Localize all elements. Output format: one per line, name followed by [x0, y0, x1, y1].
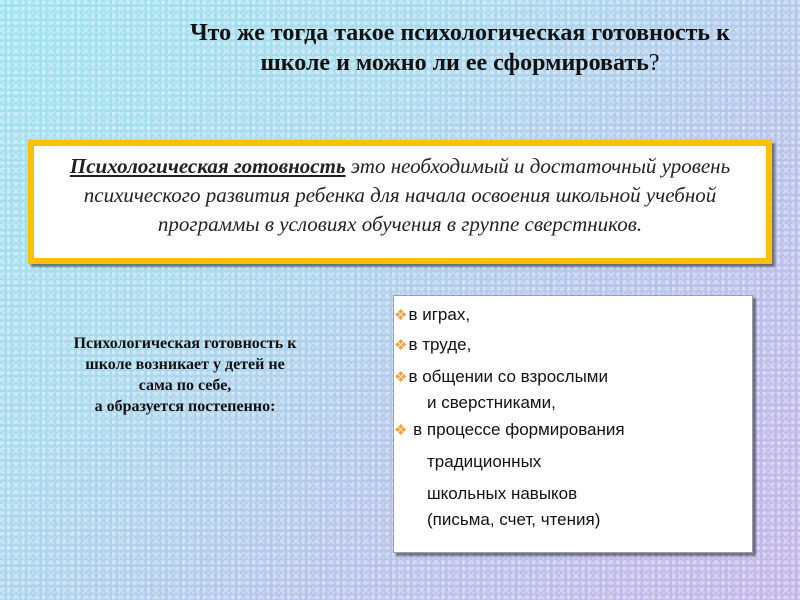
- activities-list-box: [393, 295, 753, 553]
- slide-title: [190, 18, 730, 78]
- list-item-label: в труде,: [408, 335, 472, 354]
- list-item-continuation: традиционных: [427, 452, 542, 471]
- definition-text: это необходимый и достаточный уровень психического развития ребенка для начала освоения школьной учебной программы в условиях обучения в группе сверстников.: [83, 154, 731, 236]
- development-note-line: а образуется постепенно:: [94, 398, 276, 415]
- list-item: [394, 305, 470, 325]
- list-item: [394, 420, 625, 440]
- diamond-bullet-icon: ❖: [394, 369, 408, 386]
- definition-term: Психологическая готовность: [69, 154, 346, 178]
- list-item: [394, 335, 471, 355]
- definition-box: [28, 140, 772, 264]
- list-item-label: в процессе формирования: [408, 420, 625, 439]
- development-note-line: сама по себе,: [138, 377, 232, 394]
- diamond-bullet-icon: ❖: [394, 422, 408, 439]
- list-item-label: в общении со взрослыми: [408, 367, 608, 386]
- development-note-line: школе возникает у детей не: [85, 356, 285, 373]
- list-item-continuation: и сверстниками,: [427, 393, 556, 412]
- development-note: [25, 333, 345, 417]
- list-item-continuation: школьных навыков: [427, 484, 578, 503]
- list-item-continuation: (письма, счет, чтения): [427, 510, 601, 529]
- diamond-bullet-icon: ❖: [394, 337, 408, 354]
- list-item-label: в играх,: [408, 305, 471, 324]
- list-item: [394, 367, 608, 387]
- title-question-mark: ?: [648, 50, 660, 76]
- diamond-bullet-icon: ❖: [394, 307, 408, 324]
- development-note-line: Психологическая готовность к: [73, 335, 297, 352]
- title-text: Что же тогда такое психологическая готовность к школе и можно ли ее сформировать: [190, 20, 730, 76]
